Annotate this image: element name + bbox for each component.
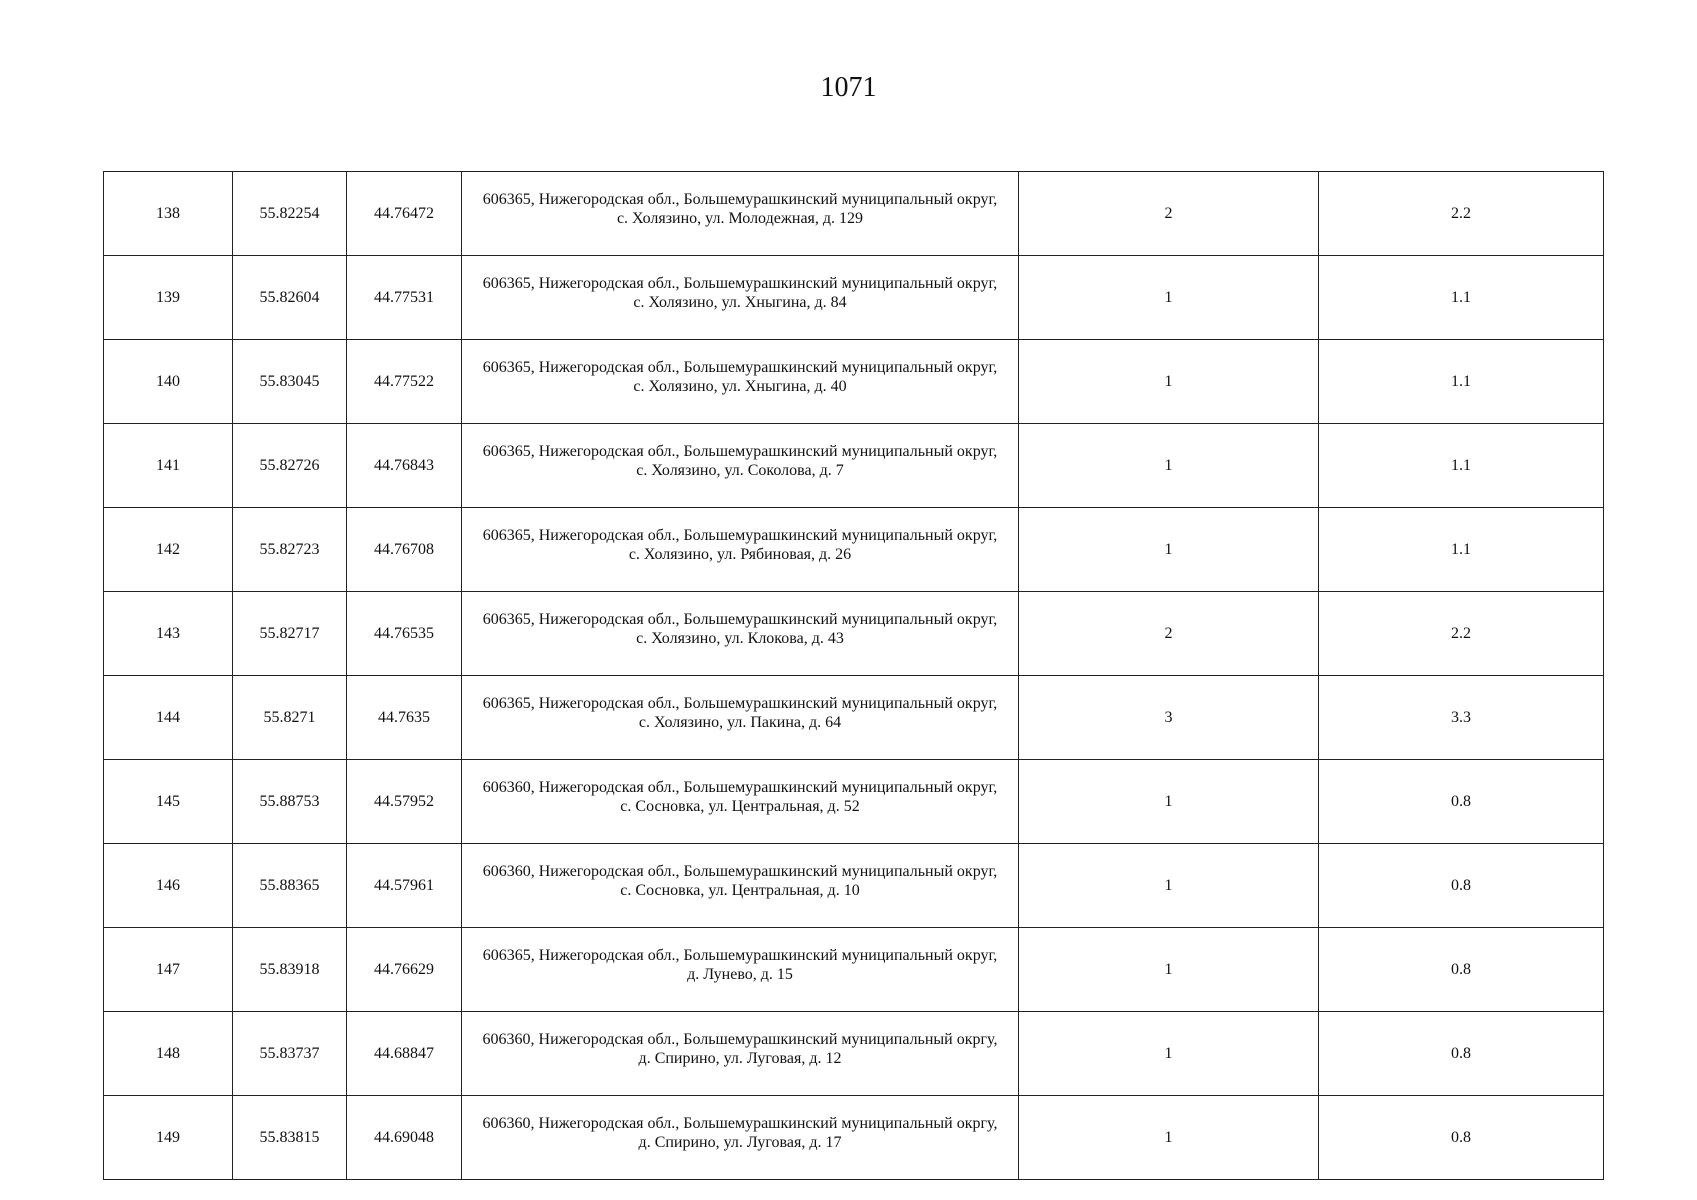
table-row xyxy=(104,1012,1604,1096)
address-line-1: 606360, Нижегородская обл., Большемурашкинский муниципальный округ, xyxy=(482,778,998,796)
address-line-2: д. Лунево, д. 15 xyxy=(687,965,793,983)
latitude-cell: 55.88753 xyxy=(233,760,347,844)
address-line-2: с. Холязино, ул. Клокова, д. 43 xyxy=(636,629,844,647)
count-cell: 1 xyxy=(1019,1012,1319,1096)
table-row xyxy=(104,340,1604,424)
table-row xyxy=(104,676,1604,760)
table-row xyxy=(104,844,1604,928)
address-line-2: с. Сосновка, ул. Центральная, д. 52 xyxy=(620,797,860,815)
latitude-cell: 55.83815 xyxy=(233,1096,347,1180)
count-cell: 1 xyxy=(1019,508,1319,592)
longitude-cell: 44.77522 xyxy=(347,340,462,424)
address-line-1: 606365, Нижегородская обл., Большемурашкинский муниципальный округ, xyxy=(482,190,998,208)
row-number-cell: 149 xyxy=(104,1096,233,1180)
row-number-cell: 142 xyxy=(104,508,233,592)
row-number-cell: 143 xyxy=(104,592,233,676)
address-line-2: д. Спирино, ул. Луговая, д. 17 xyxy=(638,1133,842,1151)
address-line-1: 606365, Нижегородская обл., Большемурашкинский муниципальный округ, xyxy=(482,946,998,964)
latitude-cell: 55.83045 xyxy=(233,340,347,424)
table-row xyxy=(104,760,1604,844)
table-row xyxy=(104,256,1604,340)
value-cell: 1.1 xyxy=(1319,508,1604,592)
longitude-cell: 44.7635 xyxy=(347,676,462,760)
row-number-cell: 147 xyxy=(104,928,233,1012)
table-row xyxy=(104,1096,1604,1180)
address-line-1: 606360, Нижегородская обл., Большемурашкинский муниципальный окргу, xyxy=(482,1114,998,1132)
row-number-cell: 140 xyxy=(104,340,233,424)
page-number: 1071 xyxy=(820,72,877,103)
value-cell: 0.8 xyxy=(1319,1012,1604,1096)
address-cell xyxy=(462,424,1019,508)
table-row xyxy=(104,424,1604,508)
address-cell xyxy=(462,844,1019,928)
table-row xyxy=(104,172,1604,256)
address-line-1: 606360, Нижегородская обл., Большемурашкинский муниципальный окргу, xyxy=(482,1030,998,1048)
longitude-cell: 44.76708 xyxy=(347,508,462,592)
address-line-2: с. Холязино, ул. Хныгина, д. 40 xyxy=(633,377,847,395)
value-cell: 0.8 xyxy=(1319,1096,1604,1180)
longitude-cell: 44.69048 xyxy=(347,1096,462,1180)
latitude-cell: 55.82717 xyxy=(233,592,347,676)
longitude-cell: 44.76535 xyxy=(347,592,462,676)
count-cell: 2 xyxy=(1019,592,1319,676)
address-line-1: 606365, Нижегородская обл., Большемурашкинский муниципальный округ, xyxy=(482,526,998,544)
row-number-cell: 141 xyxy=(104,424,233,508)
count-cell: 1 xyxy=(1019,1096,1319,1180)
count-cell: 1 xyxy=(1019,928,1319,1012)
value-cell: 0.8 xyxy=(1319,844,1604,928)
count-cell: 1 xyxy=(1019,256,1319,340)
table-row xyxy=(104,928,1604,1012)
value-cell: 1.1 xyxy=(1319,256,1604,340)
address-cell xyxy=(462,760,1019,844)
table-body xyxy=(104,172,1604,1180)
value-cell: 2.2 xyxy=(1319,172,1604,256)
address-line-2: д. Спирино, ул. Луговая, д. 12 xyxy=(638,1049,842,1067)
latitude-cell: 55.82723 xyxy=(233,508,347,592)
longitude-cell: 44.76472 xyxy=(347,172,462,256)
address-line-2: с. Сосновка, ул. Центральная, д. 10 xyxy=(620,881,860,899)
address-line-1: 606365, Нижегородская обл., Большемурашкинский муниципальный округ, xyxy=(482,358,998,376)
row-number-cell: 145 xyxy=(104,760,233,844)
longitude-cell: 44.68847 xyxy=(347,1012,462,1096)
address-cell xyxy=(462,508,1019,592)
address-line-1: 606365, Нижегородская обл., Большемурашкинский муниципальный округ, xyxy=(482,442,998,460)
count-cell: 1 xyxy=(1019,760,1319,844)
address-line-2: с. Холязино, ул. Хныгина, д. 84 xyxy=(633,293,847,311)
latitude-cell: 55.8271 xyxy=(233,676,347,760)
count-cell: 1 xyxy=(1019,340,1319,424)
value-cell: 3.3 xyxy=(1319,676,1604,760)
latitude-cell: 55.82254 xyxy=(233,172,347,256)
row-number-cell: 146 xyxy=(104,844,233,928)
value-cell: 2.2 xyxy=(1319,592,1604,676)
table-row xyxy=(104,592,1604,676)
address-line-1: 606365, Нижегородская обл., Большемурашкинский муниципальный округ, xyxy=(482,274,998,292)
address-cell xyxy=(462,592,1019,676)
address-line-2: с. Холязино, ул. Рябиновая, д. 26 xyxy=(628,545,852,563)
address-cell xyxy=(462,1012,1019,1096)
value-cell: 1.1 xyxy=(1319,424,1604,508)
value-cell: 0.8 xyxy=(1319,928,1604,1012)
value-cell: 1.1 xyxy=(1319,340,1604,424)
row-number-cell: 138 xyxy=(104,172,233,256)
address-cell xyxy=(462,676,1019,760)
count-cell: 1 xyxy=(1019,424,1319,508)
longitude-cell: 44.76629 xyxy=(347,928,462,1012)
address-cell xyxy=(462,340,1019,424)
address-line-2: с. Холязино, ул. Соколова, д. 7 xyxy=(636,461,844,479)
address-cell xyxy=(462,1096,1019,1180)
address-cell xyxy=(462,172,1019,256)
longitude-cell: 44.57952 xyxy=(347,760,462,844)
data-table xyxy=(103,171,1604,1180)
count-cell: 1 xyxy=(1019,844,1319,928)
row-number-cell: 148 xyxy=(104,1012,233,1096)
longitude-cell: 44.77531 xyxy=(347,256,462,340)
count-cell: 3 xyxy=(1019,676,1319,760)
row-number-cell: 139 xyxy=(104,256,233,340)
longitude-cell: 44.57961 xyxy=(347,844,462,928)
latitude-cell: 55.88365 xyxy=(233,844,347,928)
table-row xyxy=(104,508,1604,592)
address-line-2: с. Холязино, ул. Молодежная, д. 129 xyxy=(616,209,864,227)
address-line-1: 606360, Нижегородская обл., Большемурашкинский муниципальный округ, xyxy=(482,862,998,880)
count-cell: 2 xyxy=(1019,172,1319,256)
longitude-cell: 44.76843 xyxy=(347,424,462,508)
latitude-cell: 55.83918 xyxy=(233,928,347,1012)
value-cell: 0.8 xyxy=(1319,760,1604,844)
address-cell xyxy=(462,928,1019,1012)
latitude-cell: 55.82604 xyxy=(233,256,347,340)
address-cell xyxy=(462,256,1019,340)
latitude-cell: 55.83737 xyxy=(233,1012,347,1096)
address-line-1: 606365, Нижегородская обл., Большемурашкинский муниципальный округ, xyxy=(482,610,998,628)
row-number-cell: 144 xyxy=(104,676,233,760)
address-line-1: 606365, Нижегородская обл., Большемурашкинский муниципальный округ, xyxy=(482,694,998,712)
address-line-2: с. Холязино, ул. Пакина, д. 64 xyxy=(638,713,842,731)
latitude-cell: 55.82726 xyxy=(233,424,347,508)
